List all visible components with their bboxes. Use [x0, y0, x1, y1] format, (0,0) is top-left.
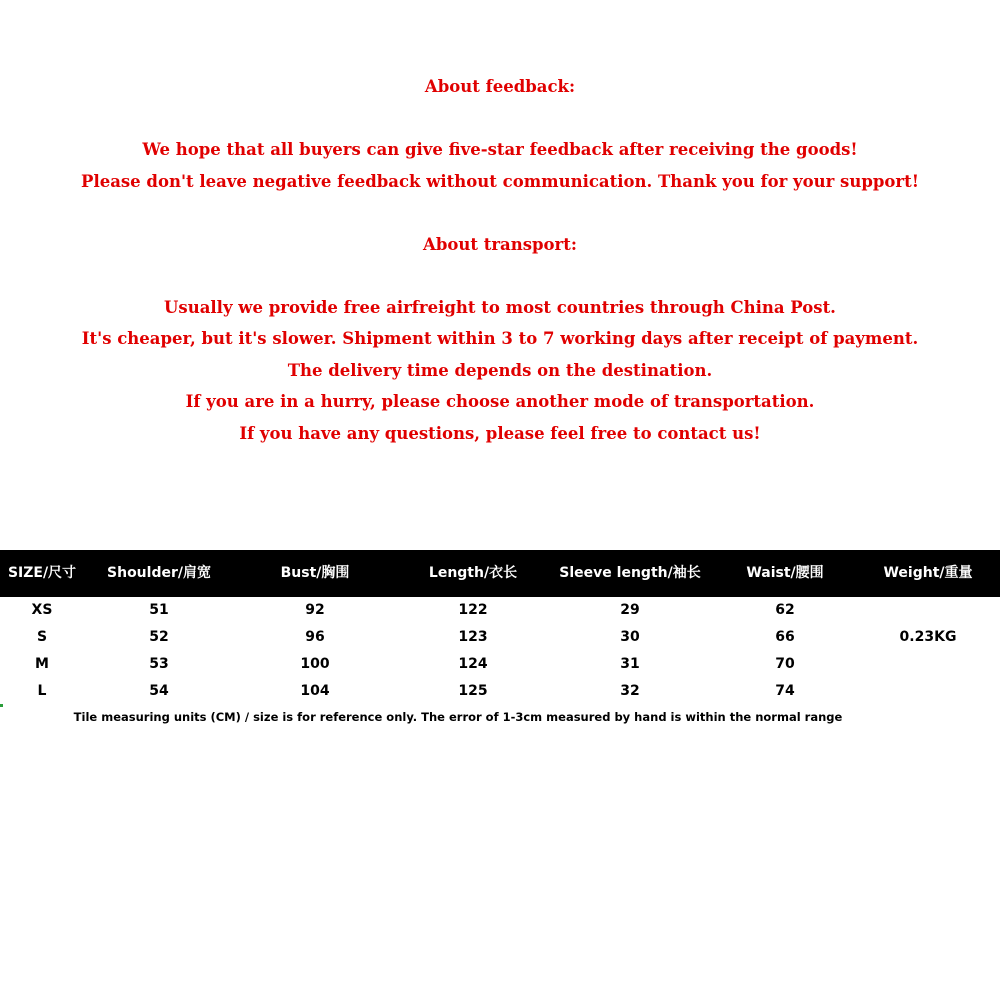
cell-length: 122: [458, 602, 488, 618]
cell-sleeve-length: 30: [620, 629, 640, 645]
header-shoulder: Shoulder/肩宽: [107, 565, 211, 581]
header-size: SIZE/尺寸: [7, 565, 77, 581]
cell-bust: 100: [300, 656, 330, 672]
header-bust: Bust/胸围: [280, 565, 350, 581]
cell-bust: 92: [305, 602, 325, 618]
cell-waist: 74: [775, 683, 795, 699]
cell-waist: 70: [775, 656, 795, 672]
feedback-line: Please don't leave negative feedback without communication. Thank you for your support!: [81, 172, 919, 191]
cell-shoulder: 51: [149, 602, 169, 618]
transport-line: It's cheaper, but it's slower. Shipment within 3 to 7 working days after receipt of payment.: [81, 329, 919, 348]
cell-length: 123: [458, 629, 488, 645]
cell-waist: 66: [775, 629, 795, 645]
header-length: Length/衣长: [428, 565, 518, 581]
feedback-heading: About feedback:: [424, 77, 576, 96]
cell-weight: 0.23KG: [899, 629, 957, 645]
transport-line: If you are in a hurry, please choose another mode of transportation.: [185, 392, 815, 411]
cell-sleeve-length: 29: [620, 602, 640, 618]
cell-shoulder: 53: [149, 656, 169, 672]
cell-sleeve-length: 31: [620, 656, 640, 672]
cell-shoulder: 54: [149, 683, 169, 699]
cell-sleeve-length: 32: [620, 683, 640, 699]
cell-size: XS: [31, 602, 53, 618]
feedback-line: We hope that all buyers can give five-star feedback after receiving the goods!: [142, 140, 858, 159]
transport-line: The delivery time depends on the destination.: [287, 361, 713, 380]
size-table-header: [0, 550, 1000, 597]
cell-size: S: [36, 629, 48, 645]
transport-line: Usually we provide free airfreight to most countries through China Post.: [164, 298, 836, 317]
cell-size: M: [35, 656, 49, 672]
measurement-note: Tile measuring units (CM) / size is for reference only. The error of 1-3cm measured by hand is within the normal range: [73, 710, 843, 724]
header-weight: Weight/重量: [883, 565, 973, 581]
cell-size: L: [37, 683, 47, 699]
cell-bust: 104: [300, 683, 330, 699]
cell-waist: 62: [775, 602, 795, 618]
transport-line: If you have any questions, please feel free to contact us!: [239, 424, 761, 443]
cell-shoulder: 52: [149, 629, 169, 645]
cell-bust: 96: [305, 629, 325, 645]
header-waist: Waist/腰围: [746, 565, 824, 581]
corner-mark: [0, 704, 3, 707]
cell-length: 125: [458, 683, 488, 699]
transport-heading: About transport:: [423, 235, 577, 254]
header-sleeve-length: Sleeve length/袖长: [559, 565, 701, 581]
cell-length: 124: [458, 656, 488, 672]
